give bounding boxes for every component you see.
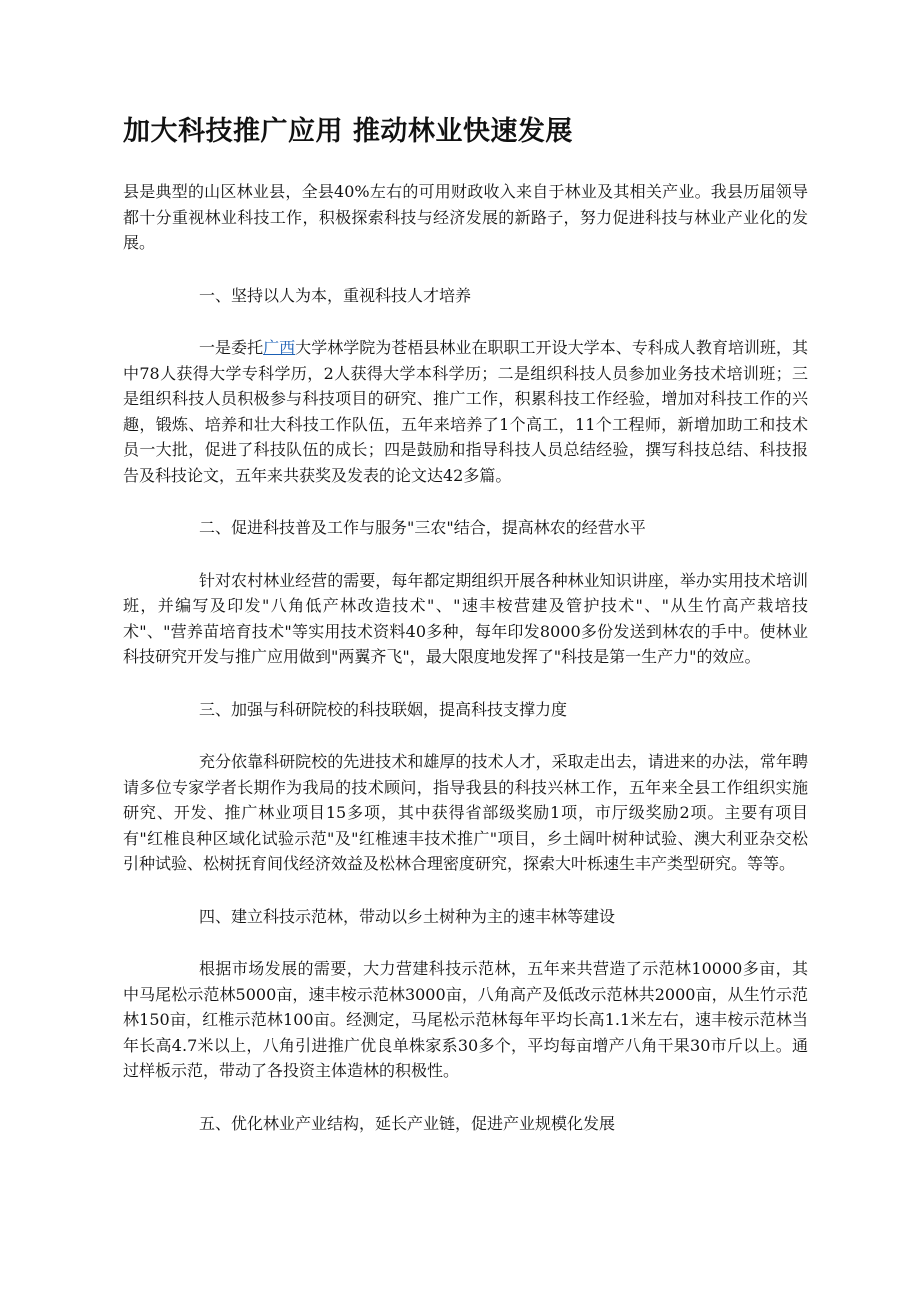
section-4-paragraph: 根据市场发展的需要，大力营建科技示范林，五年来共营造了示范林10000多亩，其中马尾松示范林5000亩，速丰桉示范林3000亩，八角高产及低改示范林共2000亩，从生竹示范林150亩，红椎示范林100亩。经测定，马尾松示范林每年平均长高1.1米左右，速丰桉示范林当年长高4.7米以上，八角引进推广优良单株家系30多个，平均每亩增产八角干果30市斤以上。通过样板示范，带动了各投资主体造林的积极性。 — [123, 959, 808, 1080]
section-2-paragraph: 针对农村林业经营的需要，每年都定期组织开展各种林业知识讲座，举办实用技术培训班，并编写及印发"八角低产林改造技术"、"速丰桉营建及管护技术"、"从生竹高产栽培技术"、"营养苗培育技术"等实用技术资料40多种，每年印发8000多份发送到林农的手中。使林业科技研究开发与推广应用做到"两翼齐飞"，最大限度地发挥了"科技是第一生产力"的效应。 — [123, 570, 808, 666]
guangxi-link[interactable]: 广西 — [263, 338, 296, 357]
intro-paragraph: 县是典型的山区林业县，全县40%左右的可用财政收入来自于林业及其相关产业。我县历届领导都十分重视林业科技工作，积极探索科技与经济发展的新路子，努力促进科技与林业产业化的发展。 — [123, 182, 808, 252]
section-1-heading: 一、坚持以人为本，重视科技人才培养 — [199, 285, 472, 305]
section-3-heading: 三、加强与科研院校的科技联姻，提高科技支撑力度 — [199, 699, 568, 719]
section-1-text-after-link: 大学林学院为苍梧县林业在职职工开设大学本、专科成人教育培训班，其中78人获得大学专科学历，2人获得大学本科学历；二是组织科技人员参加业务技术培训班；三是组织科技人员积极参与科技项目的研究、推广工作，积累科技工作经验，增加对科技工作的兴趣，锻炼、培养和壮大科技工作队伍，五年来培养了1个高工，11个工程师，新增加助工和技术员一大批，促进了科技队伍的成长；四是鼓励和指导科技人员总结经验，撰写科技总结、科技报告及科技论文，五年来共获奖及发表的论文达42多篇。 — [123, 338, 808, 485]
section-3-paragraph: 充分依靠科研院校的先进技术和雄厚的技术人才，采取走出去，请进来的办法，常年聘请多位专家学者长期作为我局的技术顾问，指导我县的科技兴林工作，五年来全县工作组织实施研究、开发、推广林业项目15多项，其中获得省部级奖励1项，市厅级奖励2项。主要有项目有"红椎良种区域化试验示范"及"红椎速丰技术推广"项目，乡土阔叶树种试验、澳大利亚杂交松引种试验、松树抚育间伐经济效益及松林合理密度研究，探索大叶栎速生丰产类型研究。等等。 — [123, 752, 808, 873]
section-1-paragraph — [123, 335, 808, 488]
document-title: 加大科技推广应用 推动林业快速发展 — [123, 116, 573, 147]
section-2-heading: 二、促进科技普及工作与服务"三农"结合，提高林农的经营水平 — [199, 518, 646, 537]
document-body — [123, 179, 808, 1136]
section-4-heading: 四、建立科技示范林，带动以乡土树种为主的速丰林等建设 — [199, 906, 616, 926]
document-page — [123, 112, 808, 1163]
section-5-heading: 五、优化林业产业结构，延长产业链，促进产业规模化发展 — [199, 1113, 616, 1133]
section-1-text-before-link: 一是委托 — [199, 338, 264, 357]
